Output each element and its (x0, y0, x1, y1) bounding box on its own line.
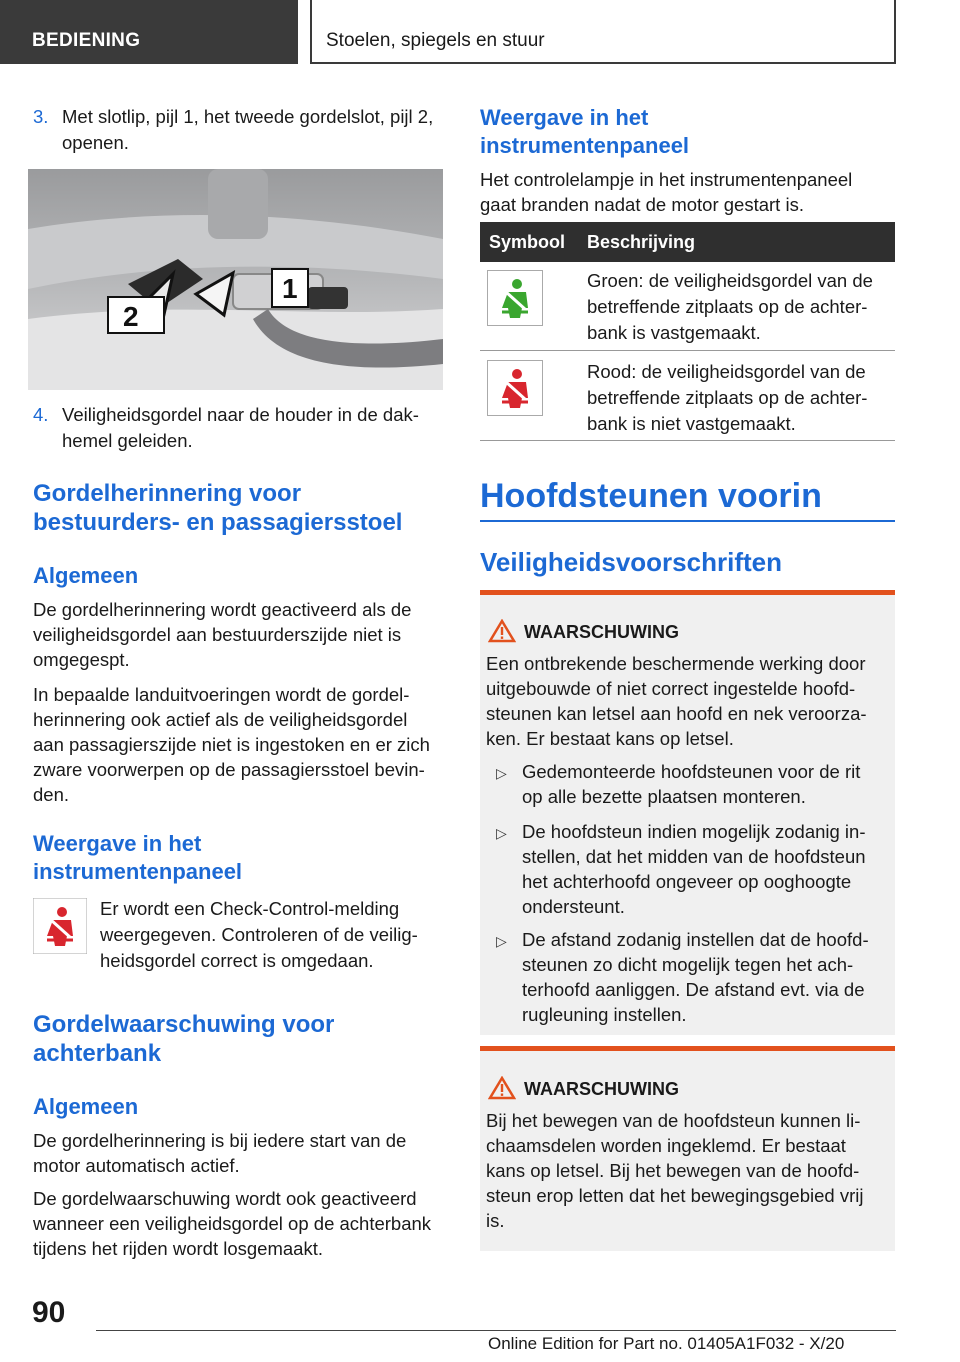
warning-bullet-text: stellen, dat het midden van de hoofdsteun (522, 846, 866, 867)
seatbelt-red-icon (487, 360, 543, 416)
section-heading: Veiligheidsvoorschriften (480, 547, 782, 577)
step-text: hemel geleiden. (62, 430, 193, 451)
paragraph-line: veiligheidsgordel aan bestuurderszijde niet is (33, 624, 402, 645)
warning-bullet-text: het achterhoofd ongeveer op ooghoogte (522, 871, 852, 892)
warning-bullet-text: De hoofdsteun indien mogelijk zodanig in- (522, 821, 866, 842)
warning-triangle-icon (488, 1076, 516, 1100)
table-row-divider (480, 440, 895, 441)
warning-text: Bij het bewegen van de hoofdsteun kunnen li- (486, 1110, 861, 1131)
paragraph-line: gaat branden nadat de motor gestart is. (480, 194, 804, 215)
seatbelt-buckle-photo (28, 169, 443, 390)
paragraph-line: zware voorwerpen op de passagiersstoel bevin- (33, 759, 425, 780)
table-cell-line: Groen: de veiligheidsgordel van de (587, 270, 873, 291)
table-header (480, 222, 895, 262)
warning-text: ken. Er bestaat kans op letsel. (486, 728, 734, 749)
paragraph-line: herinnering ook actief als de veiligheidsgordel (33, 709, 408, 730)
warning-text: chaamsdelen worden ingeklemd. Er bestaat (486, 1135, 846, 1156)
warning-text: is. (486, 1210, 505, 1231)
section-tab (0, 0, 298, 64)
warning-bullet-text: ondersteunt. (522, 896, 625, 917)
page-number: 90 (32, 1296, 66, 1329)
subsection-heading: instrumentenpaneel (33, 859, 243, 884)
paragraph-line: In bepaalde landuitvoeringen wordt de gordel- (33, 684, 410, 705)
warning-title: WAARSCHUWING (524, 622, 679, 642)
paragraph-line: De gordelherinnering wordt geactiveerd als de (33, 599, 412, 620)
table-row-divider (480, 350, 895, 351)
callout-1-label: 1 (282, 273, 298, 304)
triangle-bullet-icon: ▷ (496, 765, 507, 781)
column-header-description: Beschrijving (587, 232, 696, 252)
heading-rule (480, 520, 895, 522)
warning-text: steun erop letten dat het bewegingsgebied vrij (486, 1185, 864, 1206)
warning-bullet-text: terhoofd aanliggen. De afstand evt. via de (522, 979, 865, 1000)
footer-rule (96, 1330, 896, 1331)
table-cell-line: bank is niet vastgemaakt. (587, 413, 796, 434)
table-cell-line: bank is vastgemaakt. (587, 322, 761, 343)
warning-bullet-text: rugleuning instellen. (522, 1004, 687, 1025)
warning-bullet-text: steunen zo dicht mogelijk tegen het ach- (522, 954, 854, 975)
paragraph-line: Het controlelampje in het instrumentenpaneel (480, 169, 853, 190)
warning-bullet-text: op alle bezette plaatsen monteren. (522, 786, 806, 807)
section-title: BEDIENING (32, 30, 141, 51)
subsection-heading: Algemeen (33, 563, 139, 588)
column-header-symbol: Symbool (489, 232, 566, 252)
section-heading: achterbank (33, 1040, 162, 1067)
warning-text: kans op letsel. Bij het bewegen van de hoofd- (486, 1160, 860, 1181)
paragraph-line: wanneer een veiligheidsgordel op de achterbank (33, 1213, 432, 1234)
step-text: openen. (62, 132, 129, 153)
paragraph-line: weergegeven. Controleren of de veilig- (100, 924, 418, 945)
subsection-heading: Algemeen (33, 1094, 139, 1119)
seatbelt-green-icon (487, 270, 543, 326)
paragraph-line: tijdens het rijden wordt losgemaakt. (33, 1238, 323, 1259)
table-cell-line: betreffende zitplaats op de achter- (587, 296, 868, 317)
subsection-heading: Weergave in het (33, 831, 202, 856)
warning-triangle-icon (488, 619, 516, 643)
table-cell-line: betreffende zitplaats op de achter- (587, 387, 868, 408)
step-text: Met slotlip, pijl 1, het tweede gordelslot, pijl 2, (62, 106, 434, 127)
warning-text: steunen kan letsel aan hoofd en nek veroorza- (486, 703, 867, 724)
paragraph-line: den. (33, 784, 70, 805)
paragraph-line: aan passagierszijde niet is ingestoken en er zich (33, 734, 430, 755)
step-number: 3. (33, 106, 49, 127)
paragraph-line: De gordelwaarschuwing wordt ook geactiveerd (33, 1188, 417, 1209)
callout-2-label: 2 (123, 301, 139, 332)
warning-box (480, 1046, 895, 1251)
chapter-heading: Hoofdsteunen voorin (480, 477, 822, 515)
footer-edition: Online Edition for Part no. 01405A1F032 - X/20 (488, 1334, 845, 1353)
subsection-heading: instrumentenpaneel (480, 133, 690, 158)
section-heading: Gordelherinnering voor (33, 480, 302, 507)
paragraph-line: De gordelherinnering is bij iedere start van de (33, 1130, 407, 1151)
warning-box (480, 590, 895, 1035)
step-number: 4. (33, 404, 49, 425)
table-cell-line: Rood: de veiligheidsgordel van de (587, 361, 866, 382)
chapter-title: Stoelen, spiegels en stuur (326, 30, 545, 51)
warning-bullet-text: Gedemonteerde hoofdsteunen voor de rit (522, 761, 861, 782)
triangle-bullet-icon: ▷ (496, 933, 507, 949)
warning-bullet-text: De afstand zodanig instellen dat de hoofd- (522, 929, 869, 950)
seatbelt-icon (33, 898, 87, 954)
seatbelt-buckle-illustration (28, 169, 443, 390)
step-text: Veiligheidsgordel naar de houder in de dak- (62, 404, 419, 425)
triangle-bullet-icon: ▷ (496, 825, 507, 841)
chapter-tab (310, 0, 896, 64)
section-heading: bestuurders- en passagiersstoel (33, 509, 403, 536)
subsection-heading: Weergave in het (480, 105, 649, 130)
paragraph-line: heidsgordel correct is omgedaan. (100, 950, 374, 971)
paragraph-line: omgegespt. (33, 649, 130, 670)
paragraph-line: Er wordt een Check-Control-melding (100, 898, 400, 919)
warning-text: Een ontbrekende beschermende werking door (486, 653, 866, 674)
warning-title: WAARSCHUWING (524, 1079, 679, 1099)
paragraph-line: motor automatisch actief. (33, 1155, 240, 1176)
warning-text: uitgebouwde of niet correct ingestelde hoofd- (486, 678, 856, 699)
section-heading: Gordelwaarschuwing voor (33, 1011, 335, 1038)
